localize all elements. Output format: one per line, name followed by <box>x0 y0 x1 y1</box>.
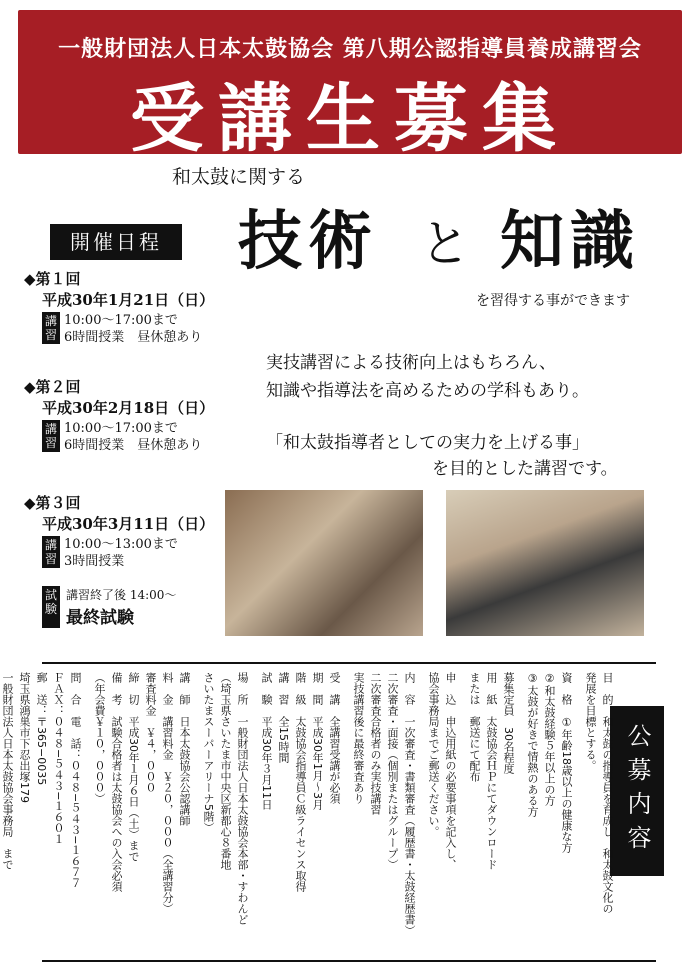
session-time: 10:00〜17:00まで <box>64 421 178 436</box>
detail-line: 内 容 一次審査・書類審査（履歴書・太鼓経歴書） <box>403 672 416 936</box>
exam-title: 最終試験 <box>66 608 134 628</box>
headline-tail: を習得する事ができます <box>476 293 630 309</box>
session-time: 10:00〜13:00まで <box>64 537 178 552</box>
detail-line: 発展を目標とする。 <box>584 672 597 771</box>
detail-line: 二次審査合格者のみ実技講習 <box>369 672 382 815</box>
message-line-2: 知識や指導法を高めるための学科もあり。 <box>266 381 589 401</box>
detail-line: さいたまスーパーアリーナ5階） <box>202 672 215 833</box>
bottom-divider <box>42 960 656 962</box>
detail-line: 申 込 申込用紙の必要事項を記入し、 <box>444 672 457 870</box>
detail-line: 郵 送：〒365−0035 <box>35 672 48 786</box>
session-note: 3時間授業 <box>64 554 125 569</box>
lecture-tag: 講習 <box>42 420 60 452</box>
session-title: ◆第２回 <box>24 378 81 396</box>
detail-line: 受 講 全講習受講が必須 <box>328 672 341 804</box>
message-line-1: 実技講習による技術向上はもちろん、 <box>266 353 557 373</box>
detail-line: 講 師 日本太鼓協会公認講師 <box>178 672 191 826</box>
details-columns <box>1 672 614 936</box>
header-banner <box>18 10 682 162</box>
detail-line: 締 切 平成30年１月６日（土）まで <box>127 672 140 862</box>
detail-line: 講 習 全15時間 <box>277 672 290 763</box>
detail-line: 二次審査・面接（個別またはグループ） <box>386 672 399 870</box>
header-subtitle: 一般財団法人日本太鼓協会 第八期公認指導員養成講習会 <box>58 36 642 62</box>
top-divider <box>42 662 656 664</box>
detail-line: 場 所 一般財団法人日本太鼓協会本部・すわんど <box>236 672 249 925</box>
detail-line: 実技講習後に最終審査あり <box>352 672 365 804</box>
lead-text: 和太鼓に関する <box>172 166 306 188</box>
detail-line: （年会費￥１０，０００） <box>93 672 106 804</box>
detail-line: 協会事務局までご郵送ください。 <box>427 672 440 837</box>
lecture-tag: 講習 <box>42 536 60 568</box>
exam-tag: 試験 <box>42 586 60 628</box>
detail-line: （埼玉県さいたま市中央区新都心８番地 <box>219 672 232 870</box>
detail-line: 一般財団法人日本太鼓協会事務局 まで <box>1 672 14 870</box>
detail-line: 階 級 太鼓協会指導員Ｃ級ライセンス取得 <box>294 672 307 892</box>
schedule-label: 開催日程 <box>50 224 182 260</box>
headline-technique: 技術 <box>238 204 378 279</box>
session-date: 平成30年1月21日（日） <box>42 291 215 309</box>
detail-line: または 郵送にて配布 <box>468 672 481 782</box>
session-title: ◆第１回 <box>24 270 81 288</box>
photo-drum-practice <box>225 490 423 636</box>
detail-line: 試 験 平成30年３月11日 <box>260 672 273 810</box>
detail-line: 募集定員 30名程度 <box>502 672 515 774</box>
header-title: 受講生募集 <box>130 76 570 162</box>
session-1 <box>24 268 214 346</box>
session-date: 平成30年3月11日（日） <box>42 515 215 533</box>
session-title: ◆第３回 <box>24 494 81 512</box>
exam-time: 講習終了後 14:00〜 <box>66 588 177 602</box>
headline-knowledge: 知識 <box>500 204 640 279</box>
session-2 <box>24 376 214 454</box>
exam-block <box>42 586 176 628</box>
session-note: 6時間授業 昼休憩あり <box>64 438 203 453</box>
session-note: 6時間授業 昼休憩あり <box>64 330 203 345</box>
lecture-tag: 講習 <box>42 312 60 344</box>
detail-line: 用 紙 太鼓協会ＨＰにてダウンロード <box>485 672 498 870</box>
detail-line: 資 格 ①年齢18歳以上の健康な方 <box>560 672 573 853</box>
detail-line: 備 考 試験合格者は太鼓協会への入会必須 <box>110 672 123 892</box>
message-line-3: 「和太鼓指導者としての実力を上げる事」 <box>266 433 589 453</box>
detail-line: ＦＡＸ：０４８−５４３−１６０１ <box>52 672 65 845</box>
detail-line: 目 的 和太鼓の指導員を育成し、和太鼓文化の <box>601 672 614 914</box>
detail-line: ②和太鼓経験５年以上の方 <box>543 672 556 806</box>
message-line-4: を目的とした講習です。 <box>432 459 618 479</box>
detail-line: 審査料金 ￥４，０００ <box>144 672 157 793</box>
session-time: 10:00〜17:00まで <box>64 313 178 328</box>
headline-and: と <box>420 215 476 273</box>
detail-line: 期 間 平成30年1月〜3月 <box>311 672 324 810</box>
detail-line: 問 合 電 話：０４８−５４３−１６７７ <box>69 672 82 889</box>
detail-line: ③太鼓が好きで情熱のある方 <box>526 672 539 817</box>
session-3 <box>24 492 214 570</box>
detail-line: 料 金 講習料金 ￥２０，０００（全講習分） <box>161 672 174 914</box>
photo-classroom <box>446 490 644 636</box>
koubo-label: 公募内容 <box>610 706 664 876</box>
detail-line: 埼玉県鴻巣市下忍出塚179 <box>18 672 31 803</box>
session-date: 平成30年2月18日（日） <box>42 399 215 417</box>
